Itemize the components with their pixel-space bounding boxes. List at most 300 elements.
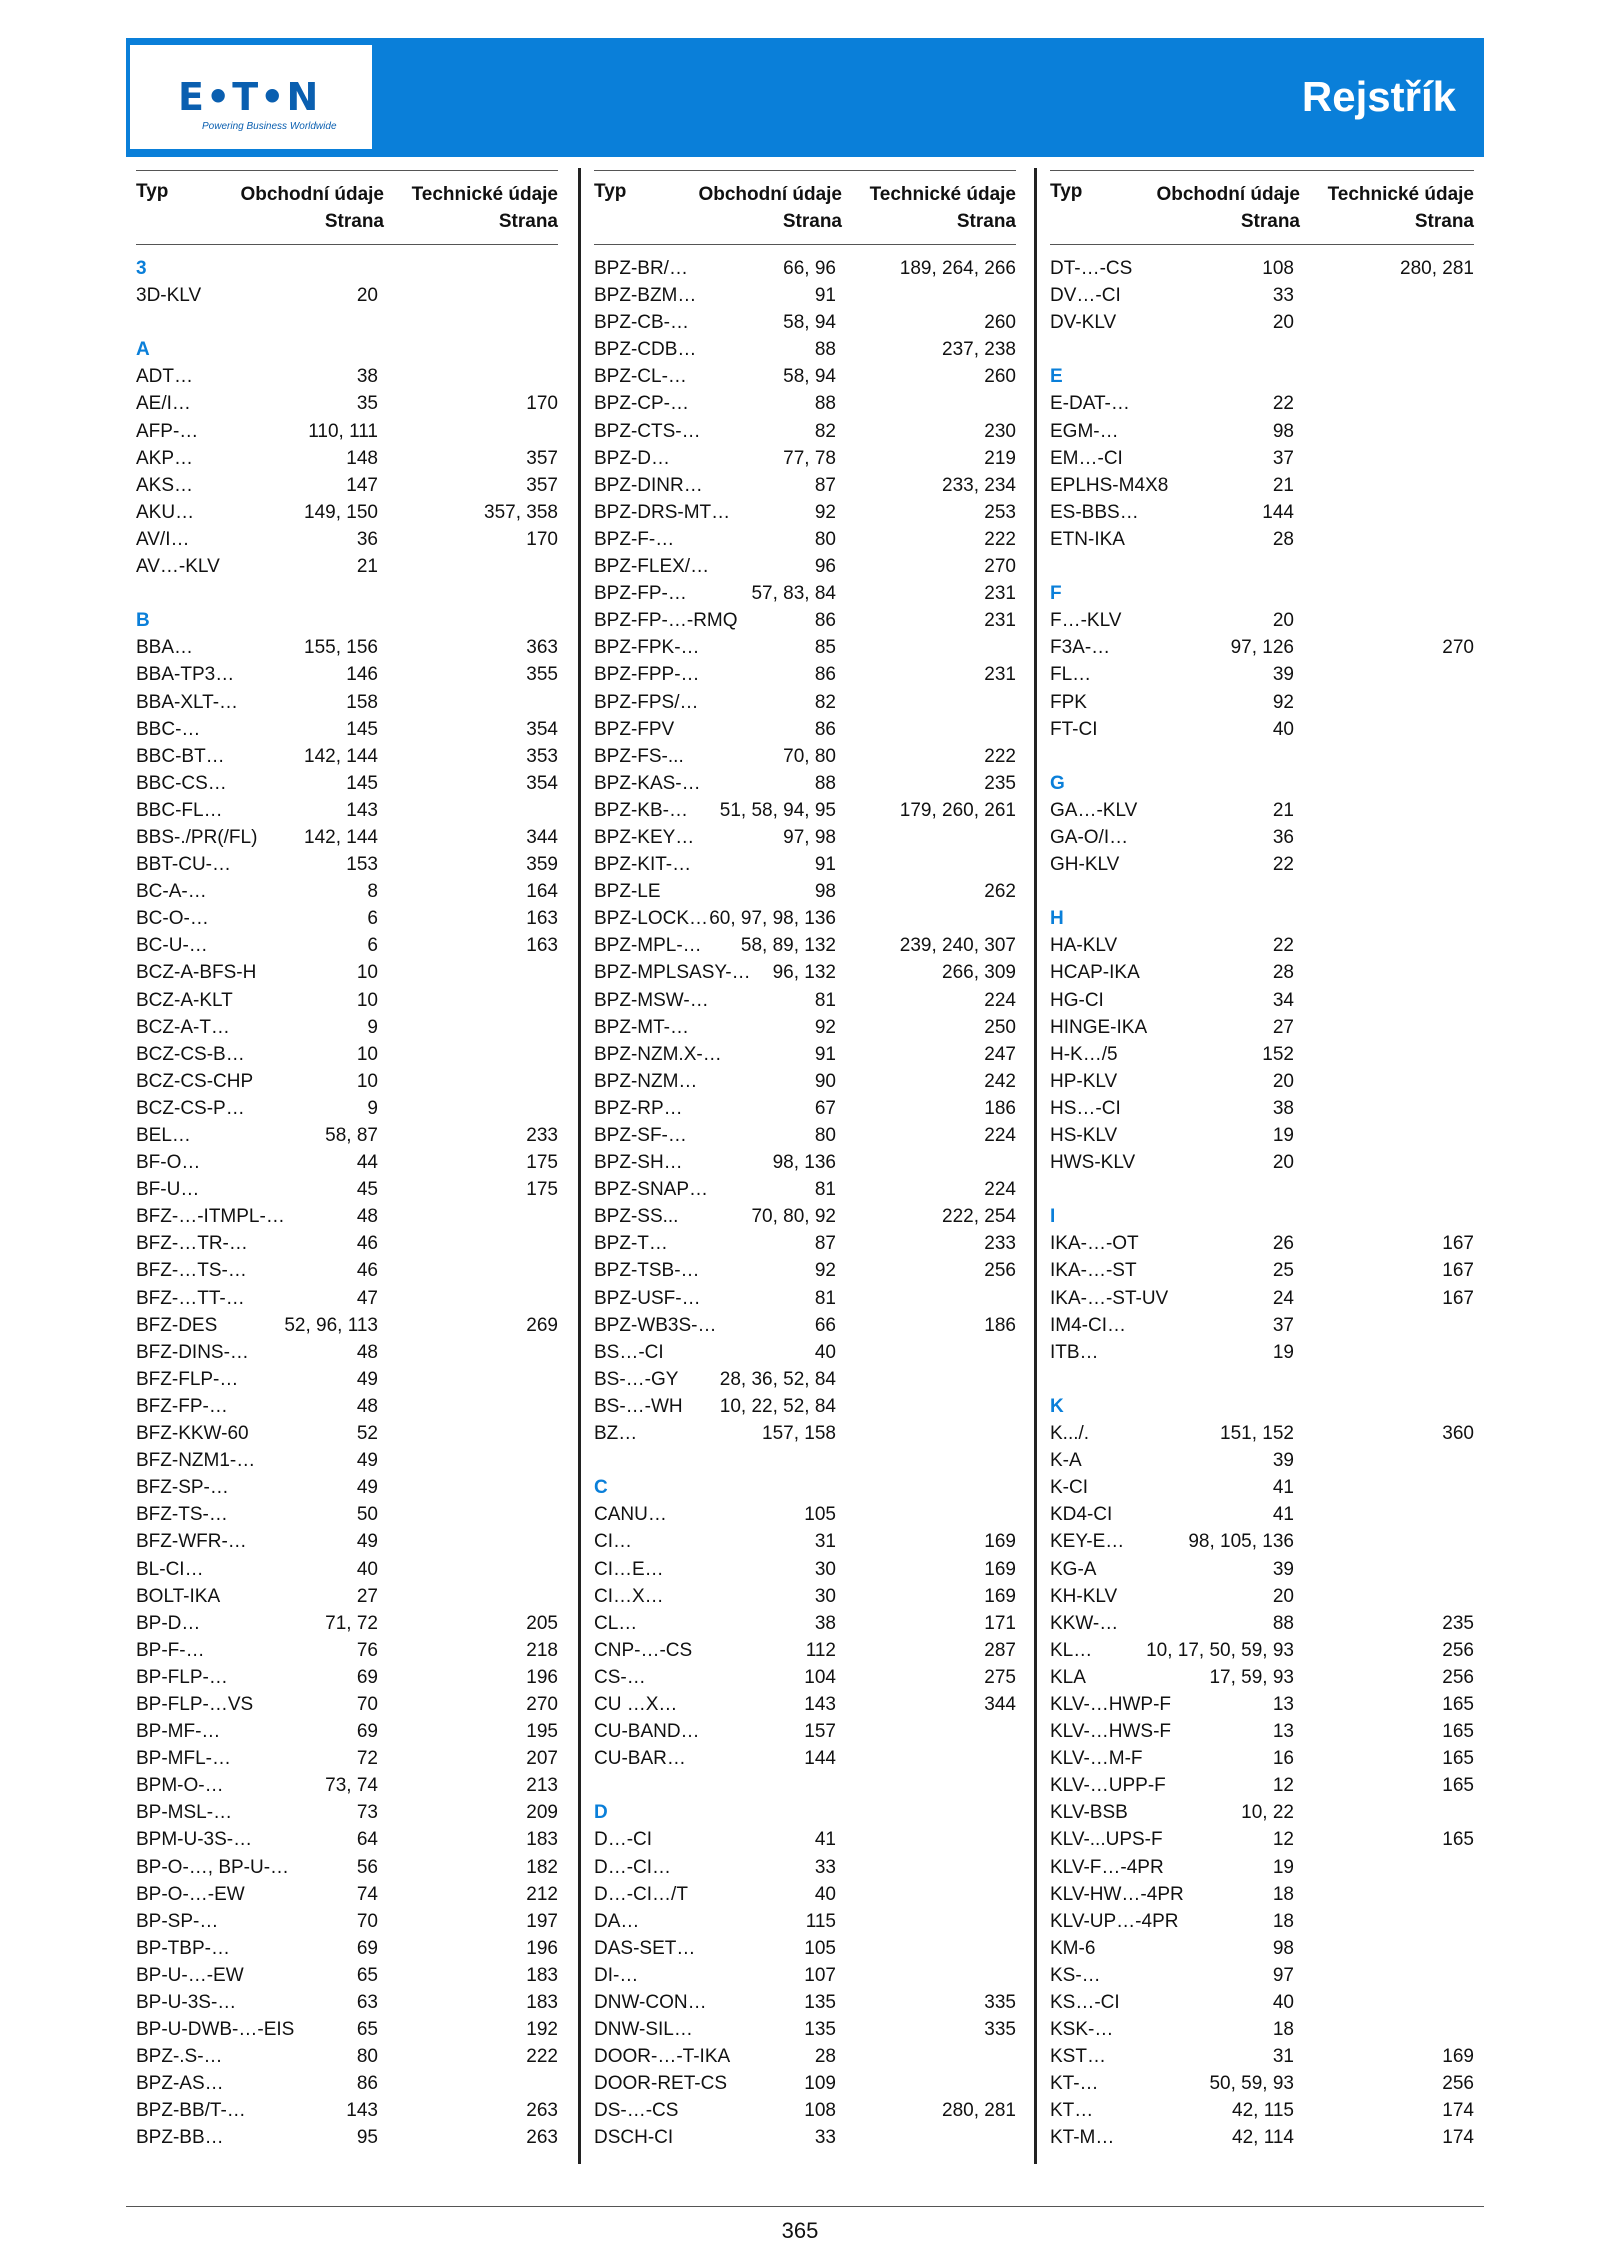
commercial-page: 77, 78 xyxy=(783,447,836,469)
commercial-page: 39 xyxy=(1272,664,1294,686)
type-code: BPZ-D… xyxy=(594,447,670,469)
commercial-page: 19 xyxy=(1272,1125,1294,1146)
type-code: KLA xyxy=(1050,1666,1086,1688)
index-row xyxy=(136,1420,558,1447)
index-row xyxy=(594,1854,1016,1881)
commercial-page: 26 xyxy=(1272,1233,1294,1255)
commercial-page: 30 xyxy=(814,1585,836,1607)
technical-page: 224 xyxy=(984,1125,1016,1146)
type-code: BFZ-…TR-… xyxy=(136,1233,248,1255)
commercial-page: 12 xyxy=(1272,1829,1294,1851)
index-row xyxy=(594,1041,1016,1068)
section-gap xyxy=(594,1772,1016,1799)
index-row xyxy=(136,1285,558,1312)
index-list xyxy=(136,255,558,2152)
technical-page: 287 xyxy=(984,1639,1016,1661)
index-row xyxy=(136,1149,558,1176)
commercial-page: 97 xyxy=(1272,1964,1294,1986)
technical-page: 165 xyxy=(1442,1693,1474,1715)
commercial-page: 10 xyxy=(356,962,378,984)
commercial-page: 81 xyxy=(814,1179,836,1201)
section-gap xyxy=(1050,743,1474,770)
commercial-page: 20 xyxy=(1272,1152,1294,1174)
type-code: BFZ-WFR-… xyxy=(136,1531,247,1553)
index-row xyxy=(594,336,1016,363)
index-row xyxy=(136,1935,558,1962)
index-row xyxy=(136,1826,558,1853)
commercial-page: 39 xyxy=(1272,1450,1294,1472)
type-code: AFP-… xyxy=(136,420,199,442)
commercial-page: 21 xyxy=(356,556,378,578)
commercial-page: 70, 80 xyxy=(783,745,836,767)
commercial-page: 49 xyxy=(356,1477,378,1499)
type-code: BPZ-USF-… xyxy=(594,1287,701,1309)
index-row xyxy=(1050,445,1474,472)
technical-page: 183 xyxy=(526,1964,558,1986)
type-code: KS-… xyxy=(1050,1964,1101,1986)
type-code: BPZ-T… xyxy=(594,1233,668,1255)
commercial-page: 45 xyxy=(356,1179,378,1201)
technical-page: 354 xyxy=(526,772,558,794)
index-row xyxy=(1050,1041,1474,1068)
commercial-page: 108 xyxy=(1262,258,1294,279)
commercial-page: 36 xyxy=(1272,826,1294,848)
type-code: K-CI xyxy=(1050,1477,1088,1499)
type-code: BP-U-DWB-…-EIS xyxy=(136,2019,295,2041)
type-code: FL… xyxy=(1050,664,1092,686)
type-code: BFZ-FP-… xyxy=(136,1395,228,1417)
page-title: Rejstřík xyxy=(1301,73,1456,120)
index-row xyxy=(594,824,1016,851)
commercial-page: 38 xyxy=(1272,1097,1294,1119)
commercial-page: 41 xyxy=(1272,1504,1294,1526)
index-row xyxy=(594,1014,1016,1041)
index-row xyxy=(1050,1881,1474,1908)
header-technicke-label: Technické údaje xyxy=(1327,184,1474,205)
commercial-page: 18 xyxy=(1272,1910,1294,1932)
index-row xyxy=(1050,499,1474,526)
index-row xyxy=(136,1095,558,1122)
commercial-page: 13 xyxy=(1272,1721,1294,1743)
type-code: BBA-TP3… xyxy=(136,664,235,686)
commercial-page: 142, 144 xyxy=(304,745,378,767)
commercial-page: 34 xyxy=(1272,989,1294,1011)
commercial-page: 40 xyxy=(1272,718,1294,740)
type-code: KS…-CI xyxy=(1050,1992,1120,2013)
type-code: ES-BBS… xyxy=(1050,501,1139,523)
commercial-page: 19 xyxy=(1272,1341,1294,1363)
commercial-page: 153 xyxy=(346,854,378,876)
type-code: KL… xyxy=(1050,1639,1093,1661)
type-code: BPZ-SS... xyxy=(594,1206,679,1228)
commercial-page: 70, 80, 92 xyxy=(751,1206,836,1228)
commercial-page: 66 xyxy=(814,1314,836,1336)
technical-page: 170 xyxy=(526,528,558,550)
commercial-page: 64 xyxy=(356,1829,378,1851)
commercial-page: 135 xyxy=(804,1992,836,2013)
type-code: BPZ-CDB… xyxy=(594,339,697,361)
type-code: HINGE-IKA xyxy=(1050,1016,1148,1038)
commercial-page: 42, 115 xyxy=(1232,2100,1294,2122)
index-row xyxy=(1050,1935,1474,1962)
type-code: KLV-F…-4PR xyxy=(1050,1856,1164,1878)
type-code: HP-KLV xyxy=(1050,1070,1118,1092)
index-row xyxy=(594,1718,1016,1745)
commercial-page: 69 xyxy=(356,1721,378,1743)
commercial-page: 6 xyxy=(367,908,378,930)
commercial-page: 22 xyxy=(1272,935,1294,957)
type-code: DV…-CI xyxy=(1050,285,1121,307)
index-row xyxy=(1050,634,1474,661)
technical-page: 186 xyxy=(984,1097,1016,1119)
type-code: BC-U-… xyxy=(136,935,208,957)
commercial-page: 105 xyxy=(804,1504,836,1526)
index-row xyxy=(1050,2070,1474,2097)
type-code: BPZ-FP-…-RMQ xyxy=(594,610,738,632)
index-row xyxy=(136,1339,558,1366)
logo-wordmark: E•T•N xyxy=(178,75,321,119)
technical-page: 363 xyxy=(526,637,558,659)
commercial-page: 16 xyxy=(1272,1748,1294,1770)
index-row xyxy=(594,661,1016,688)
commercial-page: 41 xyxy=(814,1829,836,1851)
technical-page: 195 xyxy=(526,1721,558,1743)
header-obchodni-label: Obchodní údaje xyxy=(698,184,842,205)
index-row xyxy=(1050,2097,1474,2124)
index-list xyxy=(594,255,1016,2152)
technical-page: 169 xyxy=(984,1531,1016,1553)
commercial-page: 25 xyxy=(1272,1260,1294,1282)
index-row xyxy=(594,959,1016,986)
type-code: AKP… xyxy=(136,447,194,469)
technical-page: 165 xyxy=(1442,1721,1474,1743)
commercial-page: 69 xyxy=(356,1937,378,1959)
commercial-page: 80 xyxy=(814,1125,836,1146)
commercial-page: 65 xyxy=(356,1964,378,1986)
type-code: BCZ-A-BFS-H xyxy=(136,962,257,984)
index-row xyxy=(136,905,558,932)
commercial-page: 86 xyxy=(356,2073,378,2095)
index-row xyxy=(594,1285,1016,1312)
index-row xyxy=(594,1989,1016,2016)
type-code: KLV-UP…-4PR xyxy=(1050,1910,1179,1932)
commercial-page: 44 xyxy=(356,1152,378,1174)
type-code: BCZ-A-T… xyxy=(136,1016,230,1038)
index-row xyxy=(594,499,1016,526)
type-code: CI… xyxy=(594,1531,632,1553)
index-row xyxy=(1050,1230,1474,1257)
commercial-page: 28 xyxy=(1272,962,1294,984)
commercial-page: 66, 96 xyxy=(783,258,836,279)
index-row xyxy=(1050,1583,1474,1610)
type-code: KLV-…M-F xyxy=(1050,1748,1143,1770)
header-obchodni xyxy=(240,181,384,235)
type-code: BFZ-…-ITMPL-… xyxy=(136,1206,285,1228)
type-code: FPK xyxy=(1050,691,1087,713)
type-code: KSK-… xyxy=(1050,2019,1114,2041)
commercial-page: 98 xyxy=(1272,1937,1294,1959)
commercial-page: 9 xyxy=(367,1097,378,1119)
index-row xyxy=(1050,1068,1474,1095)
commercial-page: 81 xyxy=(814,1287,836,1309)
section-gap xyxy=(136,309,558,336)
technical-page: 237, 238 xyxy=(942,339,1016,361)
commercial-page: 72 xyxy=(356,1748,378,1770)
index-row xyxy=(136,716,558,743)
commercial-page: 87 xyxy=(814,474,836,496)
type-code: IM4-CI… xyxy=(1050,1314,1126,1336)
type-code: BPZ-MPL-… xyxy=(594,935,702,957)
index-row xyxy=(136,2097,558,2124)
commercial-page: 88 xyxy=(814,772,836,794)
technical-page: 233, 234 xyxy=(942,474,1016,496)
type-code: HG-CI xyxy=(1050,989,1104,1011)
commercial-page: 20 xyxy=(1272,1585,1294,1607)
index-row xyxy=(594,1393,1016,1420)
commercial-page: 86 xyxy=(814,610,836,632)
commercial-page: 39 xyxy=(1272,1558,1294,1580)
technical-page: 344 xyxy=(526,826,558,848)
type-code: BBC-… xyxy=(136,718,201,740)
index-row xyxy=(1050,797,1474,824)
index-row xyxy=(1050,1339,1474,1366)
type-code: D…-CI… xyxy=(594,1856,672,1878)
index-row xyxy=(136,1312,558,1339)
index-row xyxy=(136,1122,558,1149)
commercial-page: 73, 74 xyxy=(325,1775,378,1797)
type-code: BP-TBP-… xyxy=(136,1937,230,1959)
type-code: BFZ-TS-… xyxy=(136,1504,228,1526)
index-row xyxy=(594,445,1016,472)
index-row xyxy=(1050,851,1474,878)
technical-page: 256 xyxy=(984,1260,1016,1282)
type-code: BPZ-KEY… xyxy=(594,826,695,848)
index-row xyxy=(1050,1420,1474,1447)
type-code: ETN-IKA xyxy=(1050,528,1125,550)
type-code: BFZ-DES xyxy=(136,1314,218,1336)
index-row xyxy=(136,932,558,959)
section-gap xyxy=(1050,1176,1474,1203)
commercial-page: 80 xyxy=(814,528,836,550)
technical-page: 165 xyxy=(1442,1829,1474,1851)
type-code: BP-U-…-EW xyxy=(136,1964,244,1986)
header-technicke xyxy=(412,181,558,235)
commercial-page: 143 xyxy=(346,2100,378,2122)
commercial-page: 146 xyxy=(346,664,378,686)
technical-page: 239, 240, 307 xyxy=(899,935,1016,957)
index-row xyxy=(136,1393,558,1420)
commercial-page: 98 xyxy=(1272,420,1294,442)
index-row xyxy=(594,2070,1016,2097)
commercial-page: 40 xyxy=(1272,1992,1294,2013)
index-row xyxy=(594,1122,1016,1149)
index-row xyxy=(1050,1745,1474,1772)
commercial-page: 46 xyxy=(356,1260,378,1282)
commercial-page: 56 xyxy=(356,1856,378,1878)
index-row xyxy=(594,797,1016,824)
technical-page: 175 xyxy=(526,1152,558,1174)
index-row xyxy=(136,1501,558,1528)
index-row xyxy=(1050,2124,1474,2151)
type-code: IKA-…-ST-UV xyxy=(1050,1287,1169,1309)
technical-page: 344 xyxy=(984,1693,1016,1715)
commercial-page: 97, 98 xyxy=(783,826,836,848)
index-row xyxy=(594,1095,1016,1122)
technical-page: 256 xyxy=(1442,2073,1474,2095)
type-code: DOOR-RET-CS xyxy=(594,2073,727,2095)
commercial-page: 58, 87 xyxy=(325,1125,378,1146)
commercial-page: 49 xyxy=(356,1531,378,1553)
index-row xyxy=(594,1176,1016,1203)
index-row xyxy=(594,987,1016,1014)
commercial-page: 105 xyxy=(804,1937,836,1959)
commercial-page: 92 xyxy=(814,1260,836,1282)
technical-page: 182 xyxy=(526,1856,558,1878)
type-code: CS-… xyxy=(594,1666,646,1688)
type-code: BCZ-CS-P… xyxy=(136,1097,245,1119)
type-code: KD4-CI xyxy=(1050,1504,1113,1526)
type-code: AKU… xyxy=(136,501,195,523)
index-row xyxy=(594,1501,1016,1528)
index-row xyxy=(1050,607,1474,634)
type-code: HWS-KLV xyxy=(1050,1152,1136,1174)
commercial-page: 33 xyxy=(1272,285,1294,307)
commercial-page: 50 xyxy=(356,1504,378,1526)
index-row xyxy=(136,1691,558,1718)
type-code: 3D-KLV xyxy=(136,285,202,307)
type-code: BPZ-.S-… xyxy=(136,2046,223,2068)
type-code: DSCH-CI xyxy=(594,2127,674,2149)
type-code: BC-O-… xyxy=(136,908,209,930)
type-code: BPZ-NZM.X-… xyxy=(594,1043,722,1065)
commercial-page: 13 xyxy=(1272,1693,1294,1715)
commercial-page: 96 xyxy=(814,556,836,578)
commercial-page: 155, 156 xyxy=(304,637,378,659)
index-row xyxy=(136,1962,558,1989)
type-code: BS-…-GY xyxy=(594,1368,679,1390)
technical-page: 253 xyxy=(984,501,1016,523)
commercial-page: 20 xyxy=(1272,312,1294,334)
commercial-page: 87 xyxy=(814,1233,836,1255)
technical-page: 163 xyxy=(526,908,558,930)
type-code: KH-KLV xyxy=(1050,1585,1118,1607)
index-row xyxy=(594,2043,1016,2070)
type-code: AV/I… xyxy=(136,528,190,550)
type-code: F…-KLV xyxy=(1050,610,1122,632)
type-code: DV-KLV xyxy=(1050,312,1117,334)
type-code: CL… xyxy=(594,1612,638,1634)
type-code: BZ… xyxy=(594,1423,638,1445)
index-row xyxy=(136,1664,558,1691)
index-row xyxy=(136,1610,558,1637)
commercial-page: 82 xyxy=(814,420,836,442)
index-row xyxy=(1050,1556,1474,1583)
commercial-page: 98 xyxy=(814,881,836,903)
section-letter: 3 xyxy=(136,258,147,279)
index-row xyxy=(136,878,558,905)
type-code: BBC-CS… xyxy=(136,772,227,794)
type-code: CI…E… xyxy=(594,1558,664,1580)
type-code: BPZ-SH… xyxy=(594,1152,683,1174)
index-row xyxy=(136,797,558,824)
type-code: BFZ-FLP-… xyxy=(136,1368,239,1390)
index-row xyxy=(594,1366,1016,1393)
type-code: BFZ-NZM1-… xyxy=(136,1450,256,1472)
index-row xyxy=(1050,1799,1474,1826)
commercial-page: 143 xyxy=(804,1693,836,1715)
index-row xyxy=(594,1637,1016,1664)
commercial-page: 67 xyxy=(814,1097,836,1119)
index-row xyxy=(136,1068,558,1095)
type-code: GA-O/I… xyxy=(1050,826,1129,848)
technical-page: 169 xyxy=(984,1585,1016,1607)
header-typ: Typ xyxy=(594,181,627,202)
index-row xyxy=(136,2043,558,2070)
type-code: GA…-KLV xyxy=(1050,799,1138,821)
commercial-page: 30 xyxy=(814,1558,836,1580)
type-code: BBC-FL… xyxy=(136,799,223,821)
commercial-page: 57, 83, 84 xyxy=(751,583,836,605)
commercial-page: 91 xyxy=(814,1043,836,1065)
type-code: BP-MFL-… xyxy=(136,1748,231,1770)
commercial-page: 157 xyxy=(804,1721,836,1743)
technical-page: 360 xyxy=(1442,1423,1474,1445)
index-row xyxy=(136,1745,558,1772)
section-gap xyxy=(1050,553,1474,580)
commercial-page: 20 xyxy=(356,285,378,307)
technical-page: 209 xyxy=(526,1802,558,1824)
type-code: BCZ-CS-CHP xyxy=(136,1070,254,1092)
index-column-2 xyxy=(594,170,1016,2152)
type-code: KT… xyxy=(1050,2100,1094,2122)
commercial-page: 28, 36, 52, 84 xyxy=(719,1368,836,1390)
column-header xyxy=(136,170,558,245)
type-code: CI…X… xyxy=(594,1585,664,1607)
commercial-page: 70 xyxy=(356,1693,378,1715)
index-row xyxy=(594,1203,1016,1230)
commercial-page: 91 xyxy=(814,854,836,876)
type-code: K-A xyxy=(1050,1450,1082,1472)
commercial-page: 107 xyxy=(804,1964,836,1986)
index-row xyxy=(1050,1257,1474,1284)
commercial-page: 158 xyxy=(346,691,378,713)
index-row xyxy=(136,2070,558,2097)
commercial-page: 21 xyxy=(1272,474,1294,496)
commercial-page: 22 xyxy=(1272,854,1294,876)
index-row xyxy=(136,1474,558,1501)
index-row xyxy=(1050,309,1474,336)
commercial-page: 63 xyxy=(356,1992,378,2013)
commercial-page: 52 xyxy=(356,1423,378,1445)
commercial-page: 40 xyxy=(356,1558,378,1580)
index-row xyxy=(136,1447,558,1474)
type-code: BFZ-DINS-… xyxy=(136,1341,249,1363)
commercial-page: 18 xyxy=(1272,1883,1294,1905)
commercial-page: 20 xyxy=(1272,1070,1294,1092)
commercial-page: 104 xyxy=(804,1666,836,1688)
type-code: HS…-CI xyxy=(1050,1097,1121,1119)
technical-page: 165 xyxy=(1442,1775,1474,1797)
type-code: BS…-CI xyxy=(594,1341,664,1363)
index-row xyxy=(136,1772,558,1799)
index-row xyxy=(1050,932,1474,959)
index-row xyxy=(1050,390,1474,417)
technical-page: 196 xyxy=(526,1937,558,1959)
technical-page: 353 xyxy=(526,745,558,767)
commercial-page: 40 xyxy=(814,1883,836,1905)
technical-page: 218 xyxy=(526,1639,558,1661)
index-row xyxy=(594,2097,1016,2124)
